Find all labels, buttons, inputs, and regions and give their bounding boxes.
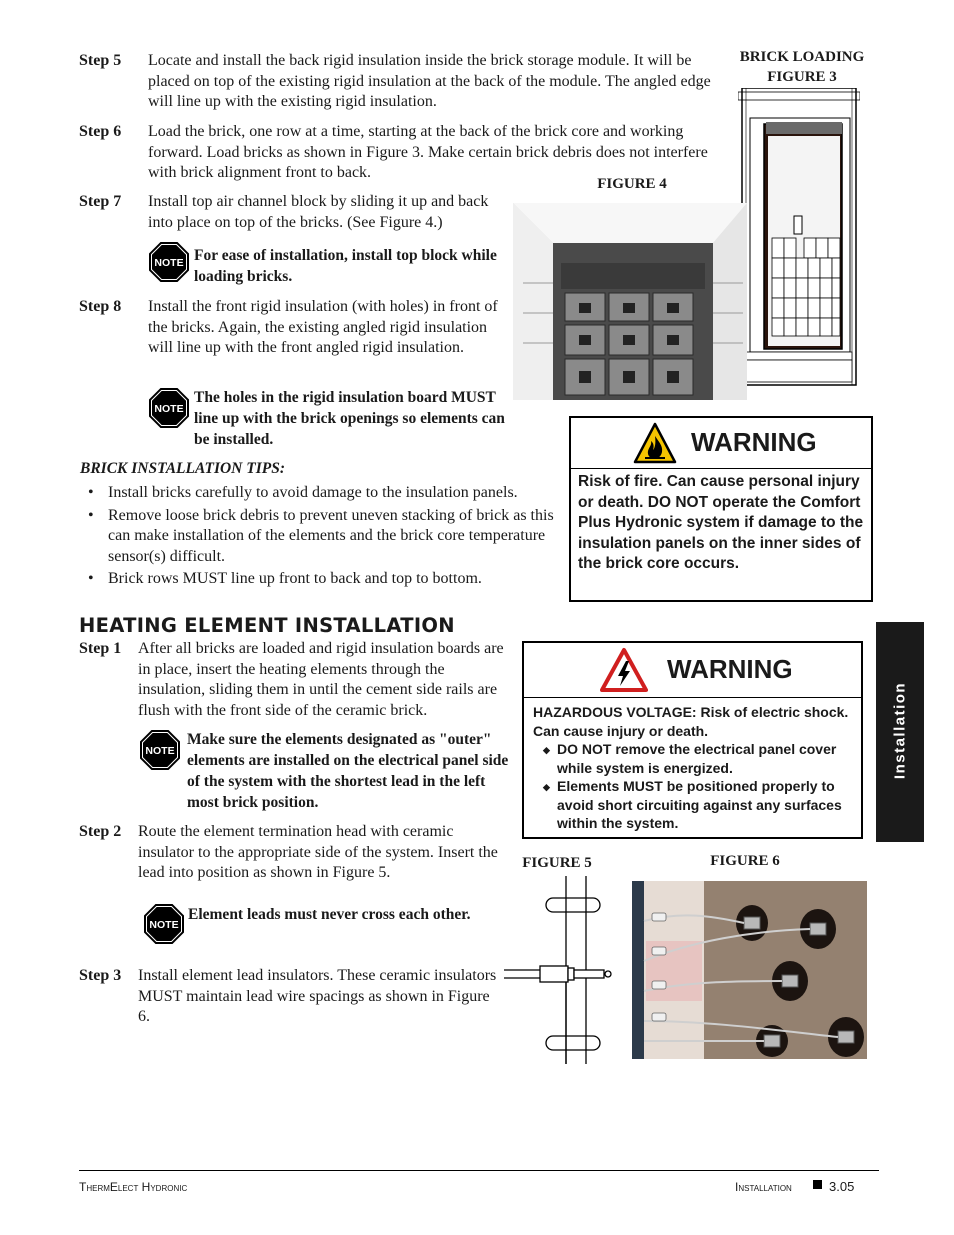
tips-item: • Brick rows MUST line up front to back and top to bottom. xyxy=(80,569,560,590)
figure-3-title-line: BRICK LOADING xyxy=(739,49,865,65)
heating-step-3-label: Step 3 xyxy=(79,967,122,984)
step-5-text: Locate and install the back rigid insulation inside the brick storage module. It will be placed on top of the existing rigid insulation at the back of the module. The angled edge will line up with the existing rigid insulation. xyxy=(148,52,711,110)
heating-step-3-text: Install element lead insulators. These ceramic insulators MUST maintain lead wire spacings as shown in Figure 6. xyxy=(138,967,497,1025)
voltage-warning-item: ◆ DO NOT remove the electrical panel cover while system is energized. xyxy=(519,740,853,777)
footer-section: Installation xyxy=(735,1180,792,1194)
figure-3-number: FIGURE 3 xyxy=(767,69,837,85)
fire-warning-text: Risk of fire. Can cause personal injury or death. DO NOT operate the Comfort Plus Hydronic system if damage to the insulation panels on the inner sides of the brick core occurs. xyxy=(578,473,864,572)
note-3-text: Make sure the elements designated as "outer" elements are installed on the electrical panel side of the system with the shortest lead in the left most brick position. xyxy=(187,731,509,811)
tips-item: • Remove loose brick debris to prevent uneven stacking of brick as this can make installation of the elements and the brick core temperature sensor(s) difficult. xyxy=(80,506,560,568)
figure-6-label: FIGURE 6 xyxy=(710,853,780,869)
voltage-warning-list xyxy=(519,740,853,833)
brick-loading-diagram xyxy=(738,88,860,388)
heating-step-2-label: Step 2 xyxy=(79,823,122,840)
voltage-warning-content xyxy=(524,698,861,833)
page-number: 3.05 xyxy=(829,1179,855,1194)
voltage-warning-title: WARNING xyxy=(667,654,793,684)
voltage-warning-intro: HAZARDOUS VOLTAGE: Risk of electric shock. Can cause injury or death. xyxy=(533,704,849,739)
section-side-tab-label: Installation xyxy=(891,681,909,780)
figure-4-photo xyxy=(513,203,747,400)
step-7-text: Install top air channel block by sliding it up and back into place on top of the bricks. (See Figure 4.) xyxy=(148,193,489,231)
step-8-label: Step 8 xyxy=(79,298,122,315)
tips-title: BRICK INSTALLATION TIPS: xyxy=(80,460,285,477)
note-icon xyxy=(148,241,190,283)
fire-warning-header xyxy=(571,418,871,469)
electrical-hazard-icon xyxy=(600,647,648,693)
fire-warning-title: WARNING xyxy=(691,427,817,457)
footer-brand: ThermElect Hydronic xyxy=(79,1180,188,1194)
section-side-tab xyxy=(876,622,924,842)
figure-6-photo xyxy=(632,881,867,1059)
fire-warning-box xyxy=(569,416,873,602)
footer-square-icon xyxy=(813,1180,822,1189)
step-5-label: Step 5 xyxy=(79,52,122,69)
note-icon xyxy=(148,387,190,429)
note-icon-label: NOTE xyxy=(154,257,184,269)
heating-step-2-text: Route the element termination head with ceramic insulator to the appropriate side of the system. Insert the lead into position as shown in Figure 5. xyxy=(138,823,498,881)
note-1-text: For ease of installation, install top block while loading bricks. xyxy=(194,247,497,285)
voltage-warning-item: ◆ Elements MUST be positioned properly to avoid short circuiting against any surfaces within the system. xyxy=(519,777,853,833)
fire-hazard-icon xyxy=(633,422,677,464)
note-icon-label: NOTE xyxy=(145,745,175,757)
note-4-text: Element leads must never cross each other. xyxy=(188,906,471,923)
note-icon xyxy=(143,903,185,945)
figure-5-label: FIGURE 5 xyxy=(522,855,592,871)
note-icon-label: NOTE xyxy=(154,403,184,415)
tips-item: • Install bricks carefully to avoid damage to the insulation panels. xyxy=(80,483,560,504)
heating-step-1-text: After all bricks are loaded and rigid insulation boards are in place, insert the heating elements through the insulation, sliding them in until the cement side rails are flush with the front side of the ceramic brick. xyxy=(138,640,504,719)
note-icon xyxy=(139,729,181,771)
step-6-text: Load the brick, one row at a time, starting at the back of the brick core and working forward. Load bricks as shown in Figure 3. Make certain brick debris does not interfere with brick alignment front to back. xyxy=(148,123,708,181)
tips-list xyxy=(80,483,560,592)
footer-divider xyxy=(79,1170,879,1171)
note-icon-label: NOTE xyxy=(149,919,179,931)
figure-3-title xyxy=(722,47,882,87)
figure-5-diagram xyxy=(500,874,614,1066)
section-title: HEATING ELEMENT INSTALLATION xyxy=(79,614,455,637)
note-2-text: The holes in the rigid insulation board MUST line up with the brick openings so elements can be installed. xyxy=(194,389,505,448)
voltage-warning-header xyxy=(524,643,861,698)
figure-4-label: FIGURE 4 xyxy=(597,176,667,192)
voltage-warning-box xyxy=(522,641,863,839)
step-8-text: Install the front rigid insulation (with holes) in front of the bricks. Again, the existing angled rigid insulation will line up with the front angled rigid insulation. xyxy=(148,298,498,356)
step-7-label: Step 7 xyxy=(79,193,122,210)
step-6-label: Step 6 xyxy=(79,123,122,140)
heating-step-1-label: Step 1 xyxy=(79,640,122,657)
